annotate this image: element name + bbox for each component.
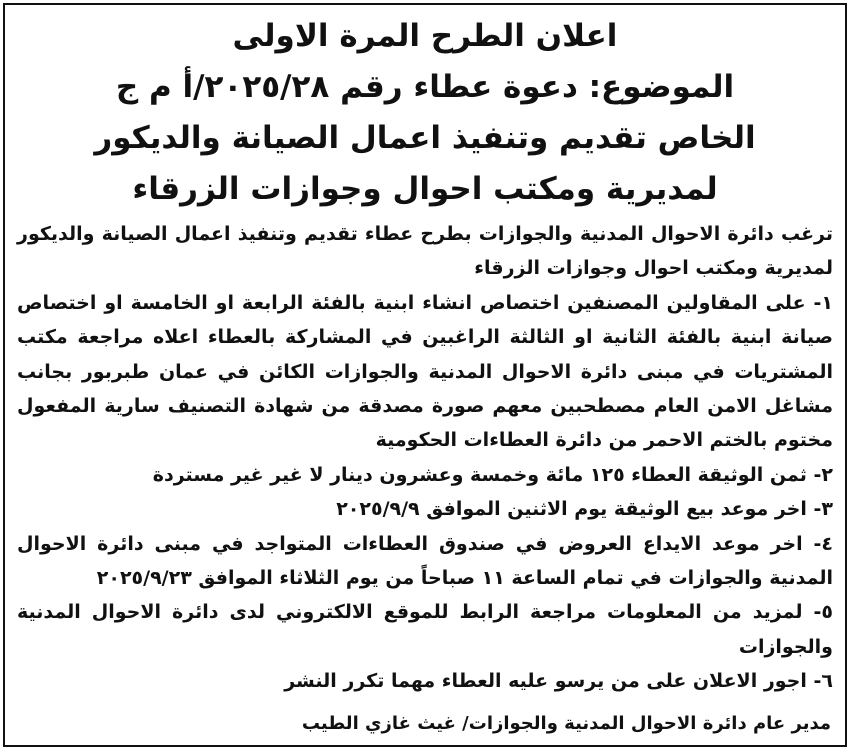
- condition-item-3: ٣- اخر موعد بيع الوثيقة يوم الاثنين الموافق ٢٠٢٥/٩/٩: [336, 498, 833, 521]
- condition-item-5: ٥- لمزيد من المعلومات مراجعة الرابط للموقع الالكتروني لدى دائرة الاحوال المدنية والجوازات: [17, 601, 833, 658]
- intro-paragraph: ترغب دائرة الاحوال المدنية والجوازات بطرح عطاء تقديم وتنفيذ اعمال الصيانة والديكور لمديرية ومكتب احوال وجوازات الزرقاء: [17, 223, 833, 280]
- tender-subject: الموضوع: دعوة عطاء رقم ٢٠٢٥/٢٨/أ م ج: [115, 69, 735, 105]
- tender-location: لمديرية ومكتب احوال وجوازات الزرقاء: [132, 171, 718, 207]
- signature-line: مدير عام دائرة الاحوال المدنية والجوازات/ غيث غازي الطيب: [301, 713, 831, 734]
- condition-item-4: ٤- اخر موعد الايداع العروض في صندوق العطاءات المتواجد في مبنى دائرة الاحوال المدنية والجوازات في تمام الساعة ١١ صباحاً من يوم الثلاثاء الموافق ٢٠٢٥/٩/٢٣: [17, 532, 833, 590]
- announcement-body: [5, 215, 845, 699]
- condition-item-6: ٦- اجور الاعلان على من يرسو عليه العطاء مهما تكرر النشر: [284, 670, 833, 693]
- announcement-header: [5, 5, 845, 215]
- condition-item-2: ٢- ثمن الوثيقة العطاء ١٢٥ مائة وخمسة وعشرون دينار لا غير غير مستردة: [152, 463, 833, 486]
- announcement-frame: [3, 3, 847, 747]
- announcement-title: اعلان الطرح المرة الاولى: [232, 18, 618, 54]
- condition-item-1: ١- على المقاولين المصنفين اختصاص انشاء ابنية بالفئة الرابعة او الخامسة او اختصاص صيانة ابنية بالفئة الثانية او الثالثة الراغبين في المشاركة بالعطاء اعلاه مراجعة مكتب المشتريات في مبنى دائرة الاحوال المدنية والجوازات الكائن في عمان طبربور بجانب مشاغل الامن العام مصطحبين معهم صورة مصدقة من شهادة التصنيف سارية المفعول مختوم بالختم الاحمر من دائرة العطاءات الحكومية: [17, 291, 833, 452]
- tender-description: الخاص تقديم وتنفيذ اعمال الصيانة والديكور: [94, 120, 756, 156]
